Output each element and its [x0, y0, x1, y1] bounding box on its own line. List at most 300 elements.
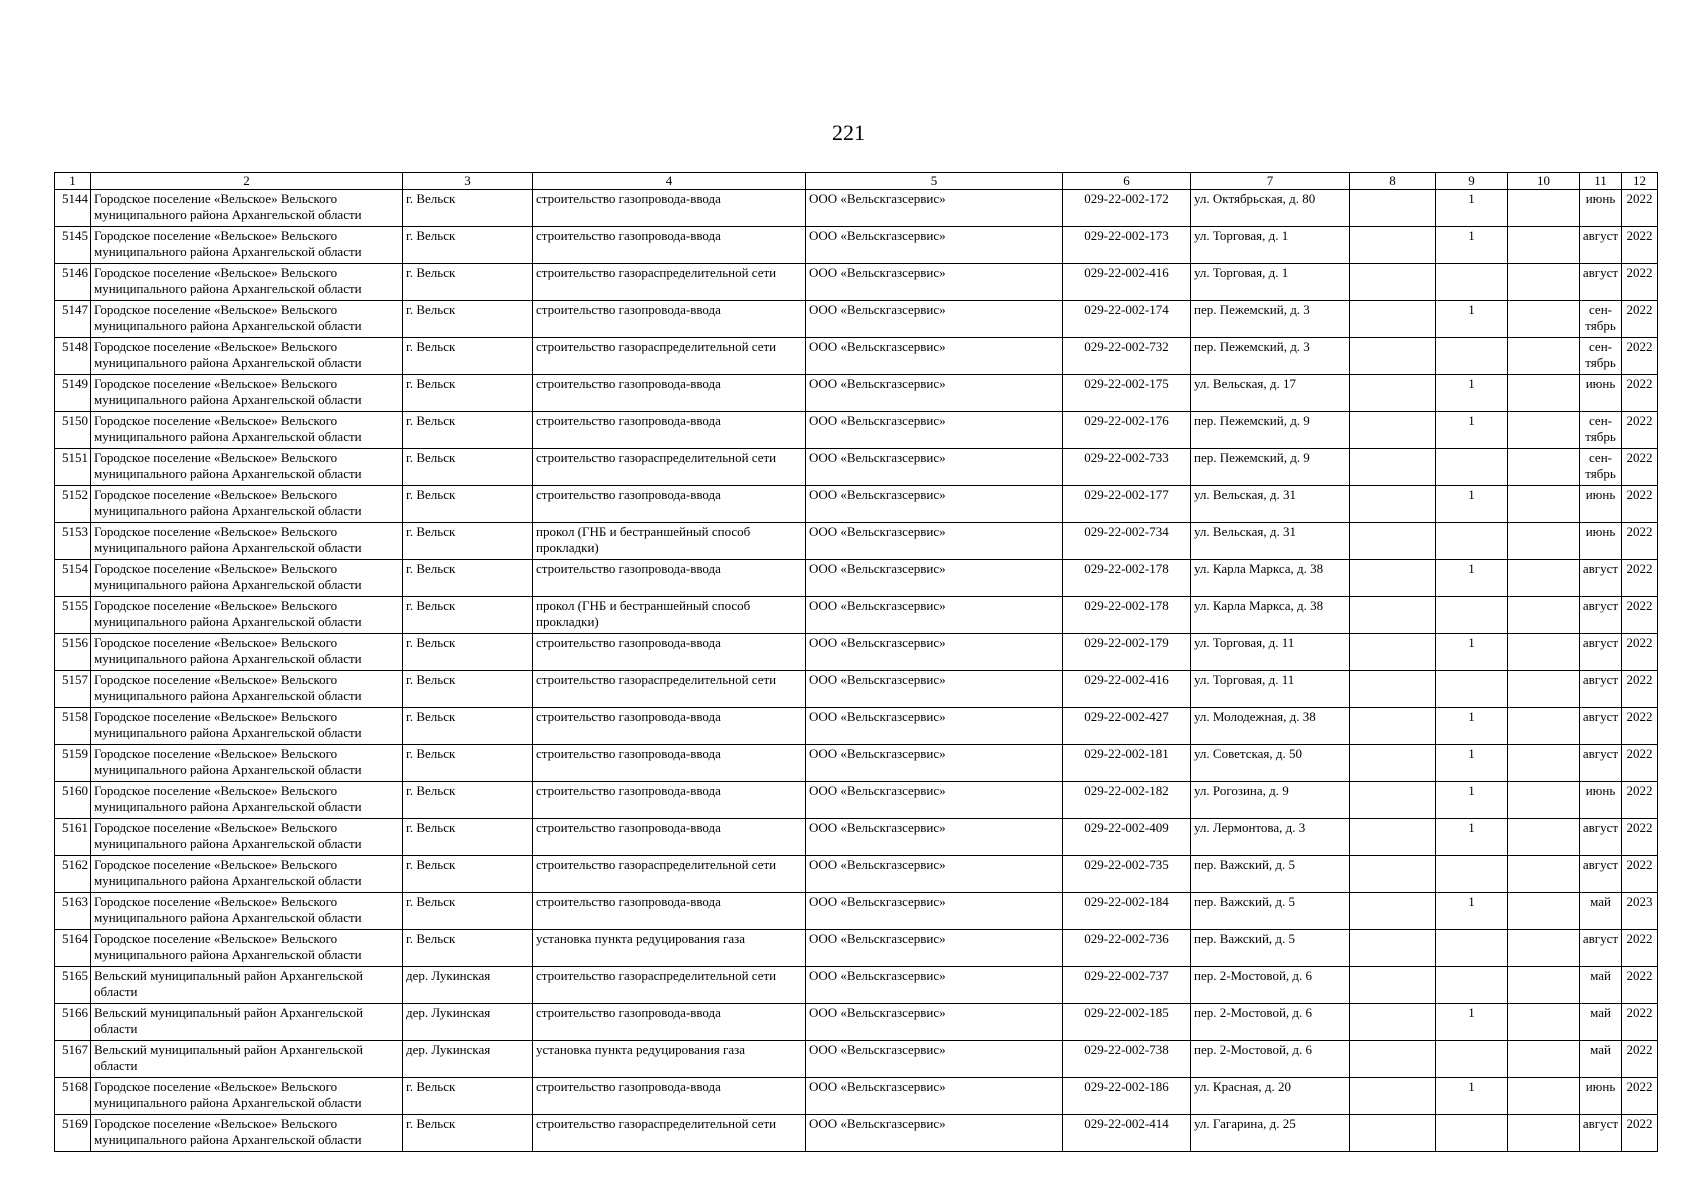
row-number: 5162 [55, 856, 91, 893]
count-cell [1436, 264, 1508, 301]
municipality-cell: Городское поселение «Вельское» Вельского муниципального района Архангельской области [91, 671, 403, 708]
row-number: 5146 [55, 264, 91, 301]
column-8-cell [1350, 856, 1436, 893]
settlement-cell: дер. Лукинская [403, 967, 533, 1004]
count-cell: 1 [1436, 190, 1508, 227]
year-cell: 2022 [1622, 1115, 1658, 1152]
count-cell: 1 [1436, 560, 1508, 597]
settlement-cell: г. Вельск [403, 375, 533, 412]
address-cell: пер. 2-Мостовой, д. 6 [1191, 967, 1350, 1004]
table-row [55, 190, 1658, 227]
municipality-cell: Городское поселение «Вельское» Вельского муниципального района Архангельской области [91, 930, 403, 967]
column-8-cell [1350, 893, 1436, 930]
count-cell: 1 [1436, 227, 1508, 264]
row-number: 5152 [55, 486, 91, 523]
settlement-cell: г. Вельск [403, 486, 533, 523]
column-header: 10 [1508, 173, 1580, 190]
column-10-cell [1508, 967, 1580, 1004]
address-cell: ул. Красная, д. 20 [1191, 1078, 1350, 1115]
registry-code-cell: 029-22-002-732 [1063, 338, 1191, 375]
work-type-cell: строительство газораспределительной сети [533, 449, 806, 486]
year-cell: 2022 [1622, 338, 1658, 375]
work-type-cell: установка пункта редуцирования газа [533, 1041, 806, 1078]
address-cell: пер. 2-Мостовой, д. 6 [1191, 1004, 1350, 1041]
registry-code-cell: 029-22-002-416 [1063, 264, 1191, 301]
year-cell: 2022 [1622, 264, 1658, 301]
year-cell: 2022 [1622, 634, 1658, 671]
registry-code-cell: 029-22-002-175 [1063, 375, 1191, 412]
settlement-cell: г. Вельск [403, 190, 533, 227]
table-row [55, 856, 1658, 893]
count-cell: 1 [1436, 819, 1508, 856]
column-10-cell [1508, 893, 1580, 930]
address-cell: ул. Молодежная, д. 38 [1191, 708, 1350, 745]
registry-code-cell: 029-22-002-178 [1063, 597, 1191, 634]
table-row [55, 264, 1658, 301]
table-row [55, 338, 1658, 375]
count-cell: 1 [1436, 301, 1508, 338]
column-8-cell [1350, 1115, 1436, 1152]
work-type-cell: строительство газораспределительной сети [533, 671, 806, 708]
settlement-cell: г. Вельск [403, 745, 533, 782]
table-row [55, 967, 1658, 1004]
year-cell: 2022 [1622, 227, 1658, 264]
month-cell: август [1580, 227, 1622, 264]
month-cell: август [1580, 597, 1622, 634]
organization-cell: ООО «Вельскгазсервис» [806, 412, 1063, 449]
work-type-cell: прокол (ГНБ и бестраншейный способ прокладки) [533, 597, 806, 634]
month-cell: июнь [1580, 523, 1622, 560]
column-8-cell [1350, 227, 1436, 264]
organization-cell: ООО «Вельскгазсервис» [806, 375, 1063, 412]
month-cell: июнь [1580, 486, 1622, 523]
settlement-cell: г. Вельск [403, 856, 533, 893]
work-type-cell: строительство газопровода-ввода [533, 560, 806, 597]
month-cell: август [1580, 856, 1622, 893]
column-10-cell [1508, 1041, 1580, 1078]
year-cell: 2022 [1622, 782, 1658, 819]
organization-cell: ООО «Вельскгазсервис» [806, 523, 1063, 560]
work-type-cell: строительство газопровода-ввода [533, 190, 806, 227]
column-8-cell [1350, 597, 1436, 634]
table-row [55, 560, 1658, 597]
column-8-cell [1350, 671, 1436, 708]
organization-cell: ООО «Вельскгазсервис» [806, 967, 1063, 1004]
registry-code-cell: 029-22-002-186 [1063, 1078, 1191, 1115]
column-10-cell [1508, 449, 1580, 486]
column-10-cell [1508, 745, 1580, 782]
work-type-cell: прокол (ГНБ и бестраншейный способ прокладки) [533, 523, 806, 560]
work-type-cell: строительство газораспределительной сети [533, 1115, 806, 1152]
column-8-cell [1350, 634, 1436, 671]
table-row [55, 449, 1658, 486]
row-number: 5151 [55, 449, 91, 486]
row-number: 5167 [55, 1041, 91, 1078]
row-number: 5150 [55, 412, 91, 449]
registry-code-cell: 029-22-002-174 [1063, 301, 1191, 338]
address-cell: ул. Торговая, д. 11 [1191, 671, 1350, 708]
column-10-cell [1508, 338, 1580, 375]
municipality-cell: Городское поселение «Вельское» Вельского муниципального района Архангельской области [91, 264, 403, 301]
count-cell [1436, 523, 1508, 560]
year-cell: 2022 [1622, 1004, 1658, 1041]
column-10-cell [1508, 301, 1580, 338]
table-row [55, 671, 1658, 708]
count-cell: 1 [1436, 1078, 1508, 1115]
settlement-cell: г. Вельск [403, 264, 533, 301]
address-cell: ул. Торговая, д. 1 [1191, 227, 1350, 264]
registry-code-cell: 029-22-002-735 [1063, 856, 1191, 893]
settlement-cell: г. Вельск [403, 634, 533, 671]
month-cell: август [1580, 264, 1622, 301]
count-cell [1436, 597, 1508, 634]
table-row [55, 1004, 1658, 1041]
registry-code-cell: 029-22-002-185 [1063, 1004, 1191, 1041]
year-cell: 2022 [1622, 708, 1658, 745]
municipality-cell: Городское поселение «Вельское» Вельского муниципального района Архангельской области [91, 597, 403, 634]
column-header: 4 [533, 173, 806, 190]
count-cell: 1 [1436, 782, 1508, 819]
municipality-cell: Городское поселение «Вельское» Вельского муниципального района Архангельской области [91, 486, 403, 523]
month-cell: август [1580, 708, 1622, 745]
month-cell: май [1580, 1004, 1622, 1041]
column-8-cell [1350, 523, 1436, 560]
year-cell: 2022 [1622, 449, 1658, 486]
settlement-cell: г. Вельск [403, 708, 533, 745]
column-10-cell [1508, 190, 1580, 227]
row-number: 5165 [55, 967, 91, 1004]
count-cell [1436, 1041, 1508, 1078]
column-8-cell [1350, 967, 1436, 1004]
address-cell: ул. Торговая, д. 1 [1191, 264, 1350, 301]
column-8-cell [1350, 449, 1436, 486]
municipality-cell: Городское поселение «Вельское» Вельского муниципального района Архангельской области [91, 449, 403, 486]
settlement-cell: г. Вельск [403, 893, 533, 930]
column-header: 12 [1622, 173, 1658, 190]
row-number: 5164 [55, 930, 91, 967]
row-number: 5160 [55, 782, 91, 819]
address-cell: пер. Пежемский, д. 9 [1191, 412, 1350, 449]
address-cell: пер. Важский, д. 5 [1191, 856, 1350, 893]
month-cell: август [1580, 671, 1622, 708]
count-cell: 1 [1436, 1004, 1508, 1041]
year-cell: 2022 [1622, 1041, 1658, 1078]
month-cell: май [1580, 967, 1622, 1004]
organization-cell: ООО «Вельскгазсервис» [806, 671, 1063, 708]
month-cell: август [1580, 1115, 1622, 1152]
work-type-cell: строительство газораспределительной сети [533, 967, 806, 1004]
settlement-cell: дер. Лукинская [403, 1004, 533, 1041]
year-cell: 2022 [1622, 523, 1658, 560]
column-10-cell [1508, 412, 1580, 449]
settlement-cell: г. Вельск [403, 560, 533, 597]
organization-cell: ООО «Вельскгазсервис» [806, 338, 1063, 375]
count-cell: 1 [1436, 745, 1508, 782]
address-cell: пер. Важский, д. 5 [1191, 893, 1350, 930]
row-number: 5156 [55, 634, 91, 671]
registry-code-cell: 029-22-002-738 [1063, 1041, 1191, 1078]
organization-cell: ООО «Вельскгазсервис» [806, 597, 1063, 634]
column-header: 11 [1580, 173, 1622, 190]
organization-cell: ООО «Вельскгазсервис» [806, 1115, 1063, 1152]
column-10-cell [1508, 782, 1580, 819]
count-cell [1436, 930, 1508, 967]
year-cell: 2022 [1622, 375, 1658, 412]
settlement-cell: г. Вельск [403, 449, 533, 486]
address-cell: ул. Вельская, д. 17 [1191, 375, 1350, 412]
count-cell [1436, 338, 1508, 375]
address-cell: ул. Вельская, д. 31 [1191, 523, 1350, 560]
column-10-cell [1508, 819, 1580, 856]
organization-cell: ООО «Вельскгазсервис» [806, 745, 1063, 782]
address-cell: ул. Вельская, д. 31 [1191, 486, 1350, 523]
row-number: 5158 [55, 708, 91, 745]
table-row [55, 523, 1658, 560]
registry-code-cell: 029-22-002-414 [1063, 1115, 1191, 1152]
settlement-cell: г. Вельск [403, 597, 533, 634]
column-10-cell [1508, 523, 1580, 560]
address-cell: пер. Пежемский, д. 3 [1191, 338, 1350, 375]
municipality-cell: Городское поселение «Вельское» Вельского муниципального района Архангельской области [91, 412, 403, 449]
month-cell: июнь [1580, 1078, 1622, 1115]
table-row [55, 819, 1658, 856]
municipality-cell: Городское поселение «Вельское» Вельского муниципального района Архангельской области [91, 634, 403, 671]
row-number: 5145 [55, 227, 91, 264]
work-type-cell: строительство газопровода-ввода [533, 486, 806, 523]
address-cell: ул. Лермонтова, д. 3 [1191, 819, 1350, 856]
year-cell: 2022 [1622, 412, 1658, 449]
column-header: 6 [1063, 173, 1191, 190]
row-number: 5154 [55, 560, 91, 597]
work-type-cell: строительство газораспределительной сети [533, 856, 806, 893]
year-cell: 2023 [1622, 893, 1658, 930]
settlement-cell: г. Вельск [403, 338, 533, 375]
column-10-cell [1508, 708, 1580, 745]
work-type-cell: установка пункта редуцирования газа [533, 930, 806, 967]
work-type-cell: строительство газопровода-ввода [533, 412, 806, 449]
year-cell: 2022 [1622, 301, 1658, 338]
registry-code-cell: 029-22-002-181 [1063, 745, 1191, 782]
column-8-cell [1350, 375, 1436, 412]
organization-cell: ООО «Вельскгазсервис» [806, 486, 1063, 523]
work-type-cell: строительство газопровода-ввода [533, 227, 806, 264]
registry-code-cell: 029-22-002-177 [1063, 486, 1191, 523]
table-row [55, 893, 1658, 930]
organization-cell: ООО «Вельскгазсервис» [806, 560, 1063, 597]
address-cell: пер. 2-Мостовой, д. 6 [1191, 1041, 1350, 1078]
row-number: 5161 [55, 819, 91, 856]
count-cell [1436, 856, 1508, 893]
address-cell: ул. Советская, д. 50 [1191, 745, 1350, 782]
row-number: 5147 [55, 301, 91, 338]
work-type-cell: строительство газораспределительной сети [533, 338, 806, 375]
column-10-cell [1508, 486, 1580, 523]
registry-code-cell: 029-22-002-176 [1063, 412, 1191, 449]
municipality-cell: Городское поселение «Вельское» Вельского муниципального района Архангельской области [91, 1078, 403, 1115]
table-row [55, 301, 1658, 338]
month-cell: сен-тябрь [1580, 412, 1622, 449]
row-number: 5169 [55, 1115, 91, 1152]
registry-code-cell: 029-22-002-736 [1063, 930, 1191, 967]
column-10-cell [1508, 1004, 1580, 1041]
settlement-cell: г. Вельск [403, 782, 533, 819]
table-row [55, 745, 1658, 782]
organization-cell: ООО «Вельскгазсервис» [806, 708, 1063, 745]
column-header: 3 [403, 173, 533, 190]
column-8-cell [1350, 301, 1436, 338]
settlement-cell: г. Вельск [403, 1115, 533, 1152]
row-number: 5149 [55, 375, 91, 412]
column-8-cell [1350, 930, 1436, 967]
municipality-cell: Городское поселение «Вельское» Вельского муниципального района Архангельской области [91, 782, 403, 819]
column-10-cell [1508, 264, 1580, 301]
year-cell: 2022 [1622, 671, 1658, 708]
row-number: 5153 [55, 523, 91, 560]
column-8-cell [1350, 819, 1436, 856]
row-number: 5163 [55, 893, 91, 930]
column-header: 8 [1350, 173, 1436, 190]
organization-cell: ООО «Вельскгазсервис» [806, 819, 1063, 856]
count-cell [1436, 449, 1508, 486]
column-8-cell [1350, 745, 1436, 782]
month-cell: сен-тябрь [1580, 449, 1622, 486]
address-cell: ул. Карла Маркса, д. 38 [1191, 597, 1350, 634]
column-8-cell [1350, 1004, 1436, 1041]
organization-cell: ООО «Вельскгазсервис» [806, 856, 1063, 893]
table-row [55, 782, 1658, 819]
organization-cell: ООО «Вельскгазсервис» [806, 449, 1063, 486]
column-10-cell [1508, 671, 1580, 708]
column-10-cell [1508, 1078, 1580, 1115]
column-8-cell [1350, 412, 1436, 449]
address-cell: пер. Пежемский, д. 9 [1191, 449, 1350, 486]
organization-cell: ООО «Вельскгазсервис» [806, 1041, 1063, 1078]
municipality-cell: Вельский муниципальный район Архангельской области [91, 1041, 403, 1078]
month-cell: май [1580, 893, 1622, 930]
registry-code-cell: 029-22-002-182 [1063, 782, 1191, 819]
work-type-cell: строительство газопровода-ввода [533, 782, 806, 819]
table-row [55, 227, 1658, 264]
organization-cell: ООО «Вельскгазсервис» [806, 930, 1063, 967]
table-row [55, 634, 1658, 671]
organization-cell: ООО «Вельскгазсервис» [806, 1078, 1063, 1115]
registry-code-cell: 029-22-002-733 [1063, 449, 1191, 486]
year-cell: 2022 [1622, 856, 1658, 893]
year-cell: 2022 [1622, 1078, 1658, 1115]
month-cell: июнь [1580, 190, 1622, 227]
municipality-cell: Городское поселение «Вельское» Вельского муниципального района Архангельской области [91, 227, 403, 264]
municipality-cell: Городское поселение «Вельское» Вельского муниципального района Архангельской области [91, 745, 403, 782]
year-cell: 2022 [1622, 486, 1658, 523]
column-10-cell [1508, 375, 1580, 412]
work-type-cell: строительство газопровода-ввода [533, 1078, 806, 1115]
municipality-cell: Городское поселение «Вельское» Вельского муниципального района Архангельской области [91, 523, 403, 560]
count-cell [1436, 967, 1508, 1004]
work-type-cell: строительство газопровода-ввода [533, 708, 806, 745]
column-header: 9 [1436, 173, 1508, 190]
month-cell: май [1580, 1041, 1622, 1078]
row-number: 5168 [55, 1078, 91, 1115]
municipality-cell: Городское поселение «Вельское» Вельского муниципального района Архангельской области [91, 893, 403, 930]
column-8-cell [1350, 560, 1436, 597]
address-cell: пер. Важский, д. 5 [1191, 930, 1350, 967]
registry-code-cell: 029-22-002-427 [1063, 708, 1191, 745]
municipality-cell: Городское поселение «Вельское» Вельского муниципального района Архангельской области [91, 1115, 403, 1152]
organization-cell: ООО «Вельскгазсервис» [806, 893, 1063, 930]
column-10-cell [1508, 856, 1580, 893]
address-cell: ул. Гагарина, д. 25 [1191, 1115, 1350, 1152]
organization-cell: ООО «Вельскгазсервис» [806, 264, 1063, 301]
row-number: 5159 [55, 745, 91, 782]
work-type-cell: строительство газопровода-ввода [533, 301, 806, 338]
column-10-cell [1508, 597, 1580, 634]
settlement-cell: дер. Лукинская [403, 1041, 533, 1078]
registry-code-cell: 029-22-002-734 [1063, 523, 1191, 560]
municipality-cell: Городское поселение «Вельское» Вельского муниципального района Архангельской области [91, 856, 403, 893]
column-8-cell [1350, 1041, 1436, 1078]
registry-code-cell: 029-22-002-416 [1063, 671, 1191, 708]
row-number: 5144 [55, 190, 91, 227]
settlement-cell: г. Вельск [403, 819, 533, 856]
organization-cell: ООО «Вельскгазсервис» [806, 190, 1063, 227]
settlement-cell: г. Вельск [403, 523, 533, 560]
organization-cell: ООО «Вельскгазсервис» [806, 301, 1063, 338]
municipality-cell: Вельский муниципальный район Архангельской области [91, 967, 403, 1004]
column-10-cell [1508, 930, 1580, 967]
row-number: 5155 [55, 597, 91, 634]
row-number: 5157 [55, 671, 91, 708]
count-cell: 1 [1436, 486, 1508, 523]
table-row [55, 708, 1658, 745]
count-cell: 1 [1436, 634, 1508, 671]
address-cell: ул. Рогозина, д. 9 [1191, 782, 1350, 819]
settlement-cell: г. Вельск [403, 301, 533, 338]
work-type-cell: строительство газопровода-ввода [533, 375, 806, 412]
table-row [55, 930, 1658, 967]
organization-cell: ООО «Вельскгазсервис» [806, 1004, 1063, 1041]
month-cell: сен-тябрь [1580, 301, 1622, 338]
month-cell: август [1580, 930, 1622, 967]
month-cell: август [1580, 745, 1622, 782]
table-row [55, 1041, 1658, 1078]
year-cell: 2022 [1622, 560, 1658, 597]
year-cell: 2022 [1622, 819, 1658, 856]
table-row [55, 375, 1658, 412]
column-header: 7 [1191, 173, 1350, 190]
month-cell: сен-тябрь [1580, 338, 1622, 375]
month-cell: июнь [1580, 782, 1622, 819]
registry-code-cell: 029-22-002-178 [1063, 560, 1191, 597]
work-type-cell: строительство газопровода-ввода [533, 634, 806, 671]
work-type-cell: строительство газопровода-ввода [533, 893, 806, 930]
table-row [55, 1078, 1658, 1115]
municipality-cell: Городское поселение «Вельское» Вельского муниципального района Архангельской области [91, 375, 403, 412]
count-cell [1436, 1115, 1508, 1152]
municipality-cell: Вельский муниципальный район Архангельской области [91, 1004, 403, 1041]
organization-cell: ООО «Вельскгазсервис» [806, 227, 1063, 264]
registry-code-cell: 029-22-002-409 [1063, 819, 1191, 856]
column-header: 5 [806, 173, 1063, 190]
column-header: 2 [91, 173, 403, 190]
settlement-cell: г. Вельск [403, 412, 533, 449]
work-type-cell: строительство газопровода-ввода [533, 745, 806, 782]
column-numbers-row [55, 173, 1658, 190]
registry-code-cell: 029-22-002-184 [1063, 893, 1191, 930]
municipality-cell: Городское поселение «Вельское» Вельского муниципального района Архангельской области [91, 560, 403, 597]
address-cell: пер. Пежемский, д. 3 [1191, 301, 1350, 338]
column-10-cell [1508, 634, 1580, 671]
registry-code-cell: 029-22-002-173 [1063, 227, 1191, 264]
